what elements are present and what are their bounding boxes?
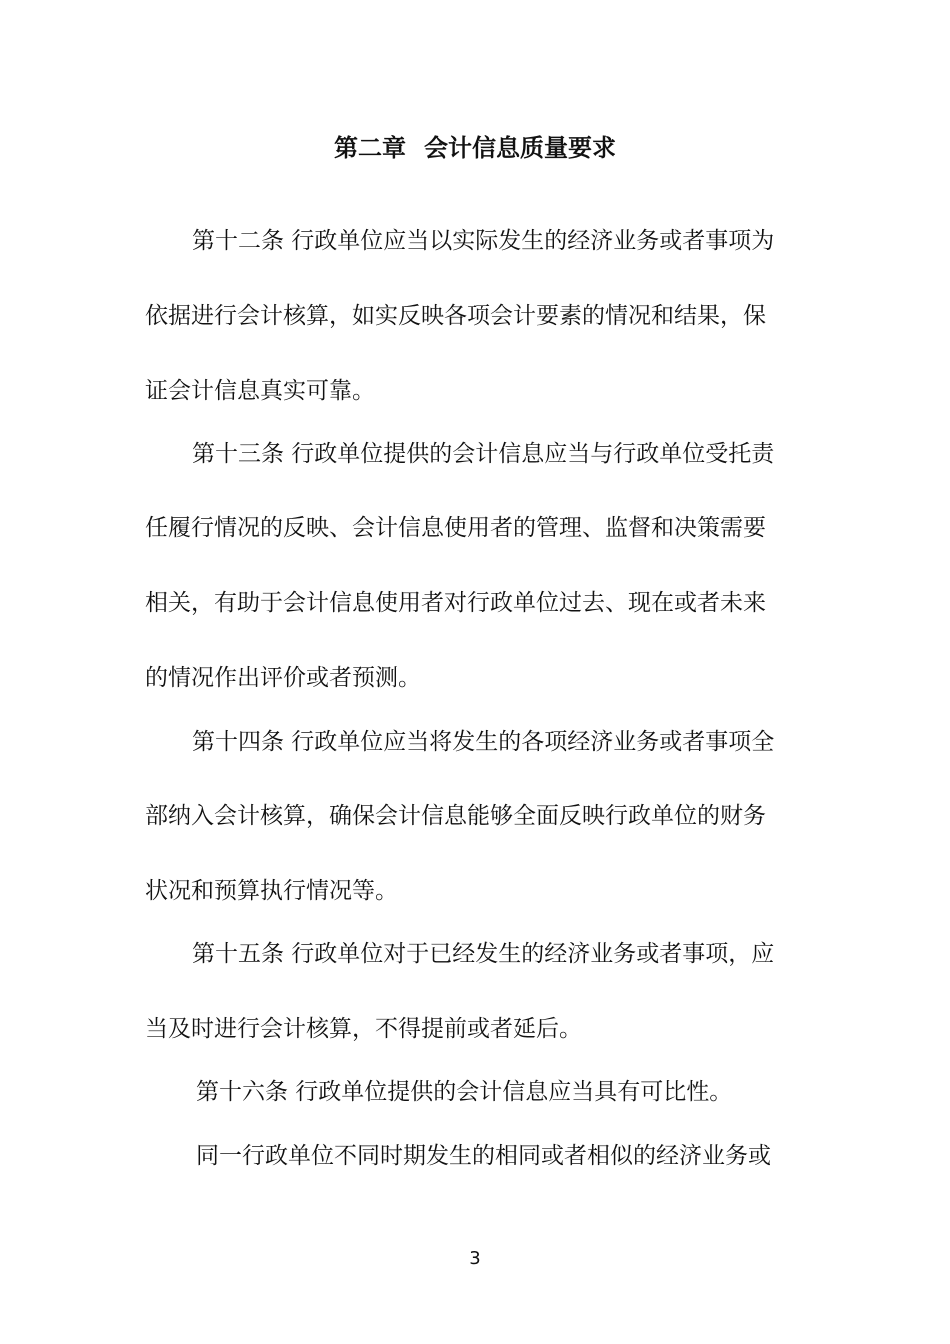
chapter-heading: [0, 132, 950, 164]
article-13-line-2: 任履行情况的反映、会计信息使用者的管理、监督和决策需要: [145, 515, 766, 541]
chapter-number: 第二章: [334, 134, 406, 162]
chapter-title: 会计信息质量要求: [424, 134, 616, 162]
article-14-line-3: 状况和预算执行情况等。: [145, 878, 398, 904]
article-13-line-3: 相关，有助于会计信息使用者对行政单位过去、现在或者未来: [145, 590, 766, 616]
article-12-line-3: 证会计信息真实可靠。: [145, 378, 375, 404]
article-15-line-2: 当及时进行会计核算，不得提前或者延后。: [145, 1016, 582, 1042]
article-12-line-2: 依据进行会计核算，如实反映各项会计要素的情况和结果，保: [145, 303, 766, 329]
article-14-line-1: 第十四条 行政单位应当将发生的各项经济业务或者事项全: [192, 729, 775, 755]
article-13-line-1: 第十三条 行政单位提供的会计信息应当与行政单位受托责: [192, 441, 775, 467]
article-16-line-1: 第十六条 行政单位提供的会计信息应当具有可比性。: [196, 1079, 733, 1105]
article-16-line-2: 同一行政单位不同时期发生的相同或者相似的经济业务或: [196, 1143, 771, 1169]
article-12-line-1: 第十二条 行政单位应当以实际发生的经济业务或者事项为: [192, 228, 775, 254]
article-13-line-4: 的情况作出评价或者预测。: [145, 665, 421, 691]
page-number: 3: [469, 1248, 481, 1269]
article-14-line-2: 部纳入会计核算，确保会计信息能够全面反映行政单位的财务: [145, 803, 766, 829]
article-15-line-1: 第十五条 行政单位对于已经发生的经济业务或者事项，应: [192, 941, 775, 967]
